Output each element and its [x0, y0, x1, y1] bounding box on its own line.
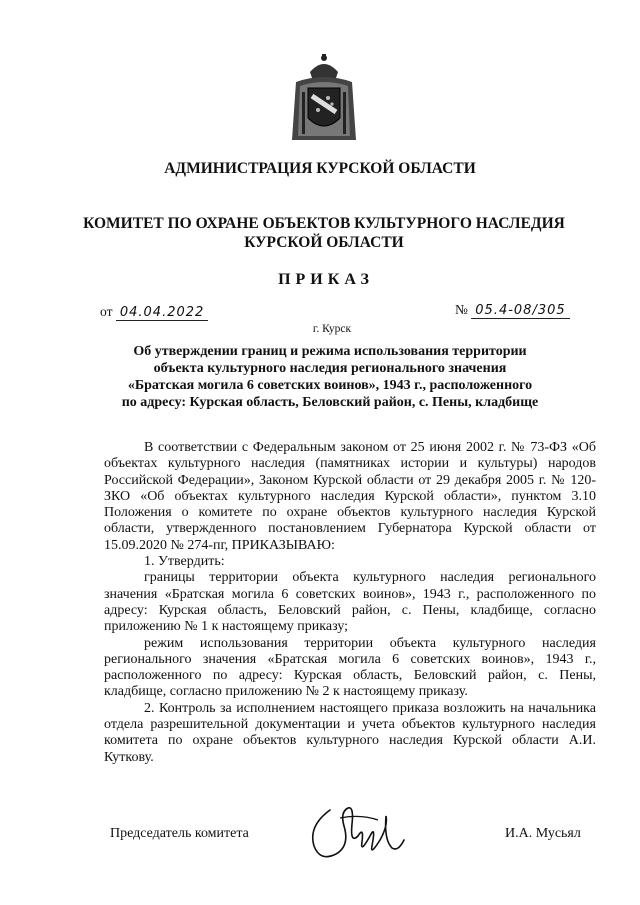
signer-title: Председатель комитета	[110, 826, 249, 841]
handwritten-signature	[300, 796, 410, 868]
committee-line-1: КОМИТЕТ ПО ОХРАНЕ ОБЪЕКТОВ КУЛЬТУРНОГО НАСЛЕДИЯ	[83, 215, 565, 232]
preamble-paragraph: В соответствии с Федеральным законом от 25 июня 2002 г. № 73-ФЗ «Об объектах культурного наследия (памятниках истории и культуры) народов Российской Федерации», Законом Курской области от 29 декабря 2005 г. № 120-ЗКО «Об объектах культурного наследия Курской области», пунктом 3.10 Положения о комитете по охране объектов культурного наследия Курской области, утвержденного постановлением Губернатора Курской области от 15.09.2020 № 274-пг, ПРИКАЗЫВАЮ:	[104, 440, 596, 553]
order-number	[455, 302, 570, 318]
item-1-heading: 1. Утвердить:	[144, 554, 225, 570]
administration-title: АДМИНИСТРАЦИЯ КУРСКОЙ ОБЛАСТИ	[164, 160, 476, 177]
item-1-boundaries: границы территории объекта культурного наследия регионального значения «Братская могила 6 советских воинов», 1943 г., расположенного по адресу: Курская область, Беловский район, с. Пены, кладбище, согласно приложению № 1 к настоящему приказу;	[104, 570, 596, 635]
committee-title	[0, 214, 640, 252]
number-value: 05.4-08/305	[471, 303, 569, 319]
coat-of-arms-emblem	[288, 52, 360, 144]
item-1-regime: режим использования территории объекта культурного наследия регионального значения «Братская могила 6 советских воинов», 1943 г., расположенного по адресу: Курская область, Беловский район, с. Пены, кладбище, согласно приложению № 2 к настоящему приказу.	[104, 635, 596, 700]
date-value: 04.04.2022	[116, 305, 208, 321]
signer-name: И.А. Мусьял	[505, 826, 581, 841]
item-2-control: 2. Контроль за исполнением настоящего приказа возложить на начальника отдела разрешительной документации и учета объектов культурного наследия комитета по охране объектов культурного наследия Курской области А.И. Куткову.	[104, 700, 596, 765]
order-date	[100, 304, 208, 320]
document-type: ПРИКАЗ	[278, 271, 374, 288]
committee-line-2: КУРСКОЙ ОБЛАСТИ	[244, 234, 404, 251]
order-subject: Об утверждении границ и режима использования территории объекта культурного наследия регионального значения «Братская могила 6 советских воинов», 1943 г., расположенного по адресу: Курская область, Беловский район, с. Пены, кладбище	[121, 344, 539, 410]
date-prefix: от	[100, 304, 113, 319]
order-body	[104, 440, 596, 766]
city-label: г. Курск	[312, 323, 352, 335]
number-prefix: №	[455, 302, 468, 317]
